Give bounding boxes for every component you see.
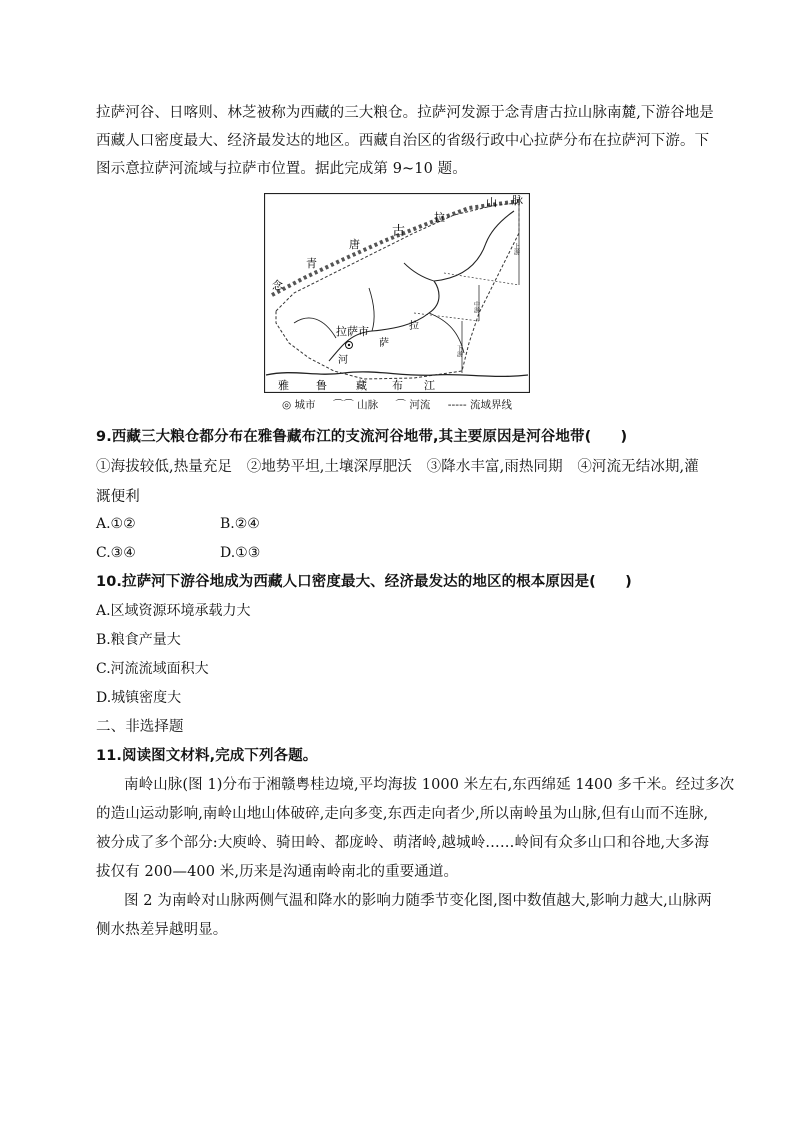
q9-option-b[interactable]: B.②④: [220, 516, 260, 532]
legend-mountain: ⌒⌒ 山脉: [332, 399, 379, 411]
intro-line-3: 图示意拉萨河流域与拉萨市位置。据此完成第 9~10 题。: [96, 161, 467, 177]
q9-option-d[interactable]: D.①③: [220, 545, 261, 561]
q11-para1-line4: 拔仅有 200—400 米,历来是沟通南岭南北的重要通道。: [96, 864, 459, 880]
map-legend: [282, 398, 526, 412]
mtn-char-3: 唐: [349, 238, 360, 251]
q10-stem: 10.拉萨河下游谷地成为西藏人口密度最大、经济最发达的地区的根本原因是( ): [96, 574, 632, 590]
segment-midstream: 中游: [472, 301, 480, 313]
segment-downstream: 下游: [455, 345, 463, 357]
segment-upstream: 上游: [512, 243, 520, 255]
legend-river: ⌒ 河流: [395, 399, 431, 411]
q10-option-c[interactable]: C.河流流域面积大: [96, 661, 209, 677]
yarlung-char-3: 藏: [356, 379, 367, 392]
q10-option-d[interactable]: D.城镇密度大: [96, 690, 182, 706]
mtn-char-6: 山: [486, 196, 497, 209]
q9-option-a[interactable]: A.①②: [96, 516, 136, 532]
q11-para1-line3: 被分成了多个部分:大庾岭、骑田岭、都庞岭、萌渚岭,越城岭……岭间有众多山口和谷地,大多海: [96, 835, 709, 851]
intro-line-1: 拉萨河谷、日喀则、林芝被称为西藏的三大粮仓。拉萨河发源于念青唐古拉山脉南麓,下游谷地是: [96, 105, 714, 121]
intro-line-2: 西藏人口密度最大、经济最发达的地区。西藏自治区的省级行政中心拉萨分布在拉萨河下游。下: [96, 133, 710, 149]
section-heading: 二、非选择题: [96, 719, 184, 735]
q10-option-b[interactable]: B.粮食产量大: [96, 632, 181, 648]
q11-para1-line2: 的造山运动影响,南岭山地山体破碎,走向多变,东西走向者少,所以南岭虽为山脉,但有山而不连脉,: [96, 806, 709, 822]
mtn-char-1: 念: [272, 279, 283, 292]
q11-para2-line1: 图 2 为南岭对山脉两侧气温和降水的影响力随季节变化图,图中数值越大,影响力越大,山脉两: [124, 893, 712, 909]
q9-stem: 9.西藏三大粮仓都分布在雅鲁藏布江的支流河谷地带,其主要原因是河谷地带( ): [96, 429, 628, 445]
q11-stem: 11.阅读图文材料,完成下列各题。: [96, 748, 318, 764]
mtn-char-4: 古: [392, 224, 406, 239]
q9-choices-line1: ①海拔较低,热量充足 ②地势平坦,土壤深厚肥沃 ③降水丰富,雨热同期 ④河流无结冰期,灌: [96, 459, 699, 475]
legend-city: ◎ 城市: [282, 399, 316, 411]
q11-para1-line1: 南岭山脉(图 1)分布于湘赣粤桂边境,平均海拔 1000 米左右,东西绵延 1400 多千米。经过多次: [124, 777, 735, 793]
river-char-3: 河: [338, 355, 348, 366]
legend-boundary: ----- 流域界线: [447, 399, 513, 411]
river-char-1: 拉: [409, 321, 419, 332]
q11-para2-line2: 侧水热差异越明显。: [96, 922, 228, 938]
lhasa-river-map: [264, 193, 530, 393]
river-char-2: 萨: [379, 338, 389, 349]
mtn-char-7: 脉: [512, 194, 523, 207]
q10-option-a[interactable]: A.区域资源环境承载力大: [96, 603, 251, 619]
yarlung-char-1: 雅: [278, 379, 289, 392]
mtn-char-5: 拉: [434, 211, 445, 224]
mtn-char-2: 青: [306, 257, 317, 270]
city-label: 拉萨市: [336, 325, 369, 338]
yarlung-char-4: 布: [392, 379, 403, 392]
map-svg: [264, 193, 530, 393]
q9-option-c[interactable]: C.③④: [96, 545, 136, 561]
yarlung-char-2: 鲁: [316, 379, 327, 392]
q9-choices-line2: 溉便利: [96, 489, 140, 505]
yarlung-char-5: 江: [424, 379, 435, 392]
